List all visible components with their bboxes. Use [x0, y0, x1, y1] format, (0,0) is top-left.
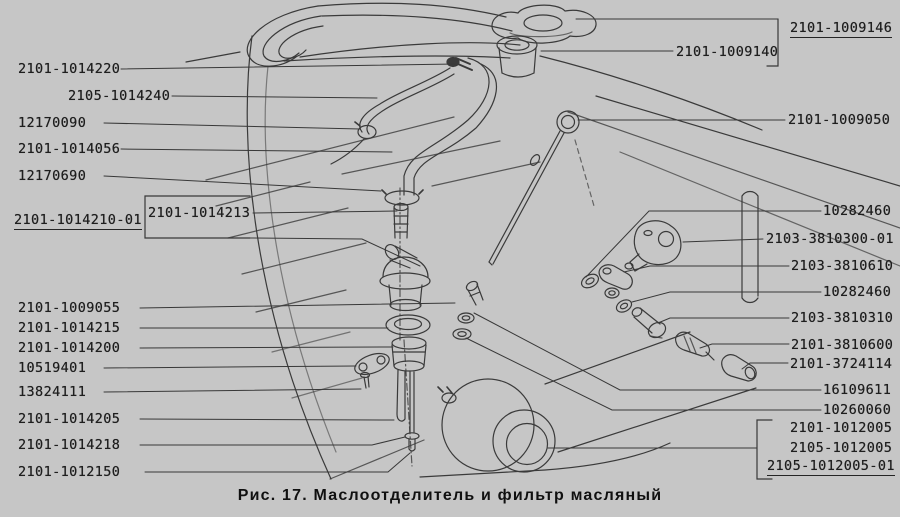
pressure-sensor-parts: [579, 221, 756, 381]
part-number-label: 13824111: [18, 384, 87, 400]
part-number-label: 10282460: [823, 203, 892, 219]
dipstick: [489, 111, 579, 265]
part-number-label: 2101-1009140: [676, 44, 779, 60]
part-number-label: 10282460: [823, 284, 892, 300]
leader-lines: [104, 19, 821, 472]
part-number-label: 2101-1012005: [790, 420, 893, 436]
figure-caption: Рис. 17. Маслоотделитель и фильтр масляный: [237, 487, 663, 504]
part-number-label: 2101-1014205: [18, 411, 121, 427]
part-number-label: 2101-1014220: [18, 61, 121, 77]
part-number-label: 2103-3810610: [791, 258, 894, 274]
part-number-label: 10519401: [18, 360, 87, 376]
part-number-label: 12170690: [18, 168, 87, 184]
part-number-label: 2101-1014213: [148, 205, 251, 221]
part-number-label: 12170090: [18, 115, 87, 131]
oil-separator-assembly: [352, 188, 430, 466]
part-number-label: 2103-3810300-01: [766, 231, 894, 247]
part-number-label: 10260060: [823, 402, 892, 418]
part-number-label: 2101-1009055: [18, 300, 121, 316]
part-number-label: 2105-1012005: [790, 440, 893, 456]
part-number-label: 2105-1014240: [68, 88, 171, 104]
oil-filter: [438, 379, 555, 472]
part-number-label: 2101-1014200: [18, 340, 121, 356]
part-number-label: 2101-3810600: [791, 337, 894, 353]
part-number-label-assembly: 2101-1009146: [790, 20, 893, 36]
part-number-label: 16109611: [823, 382, 892, 398]
part-number-label: 2103-3810310: [791, 310, 894, 326]
part-number-label-assembly: 2101-1014210-01: [14, 212, 142, 228]
part-number-label: 2101-1014215: [18, 320, 121, 336]
part-number-label: 2101-3724114: [790, 356, 893, 372]
part-number-label: 2101-1012150: [18, 464, 121, 480]
part-number-label-assembly: 2105-1012005-01: [767, 458, 895, 474]
part-number-label: 2101-1014056: [18, 141, 121, 157]
part-number-label: 2101-1009050: [788, 112, 891, 128]
check-valve-parts: [453, 280, 483, 340]
part-number-label: 2101-1014218: [18, 437, 121, 453]
breather-hoses: [331, 58, 496, 206]
